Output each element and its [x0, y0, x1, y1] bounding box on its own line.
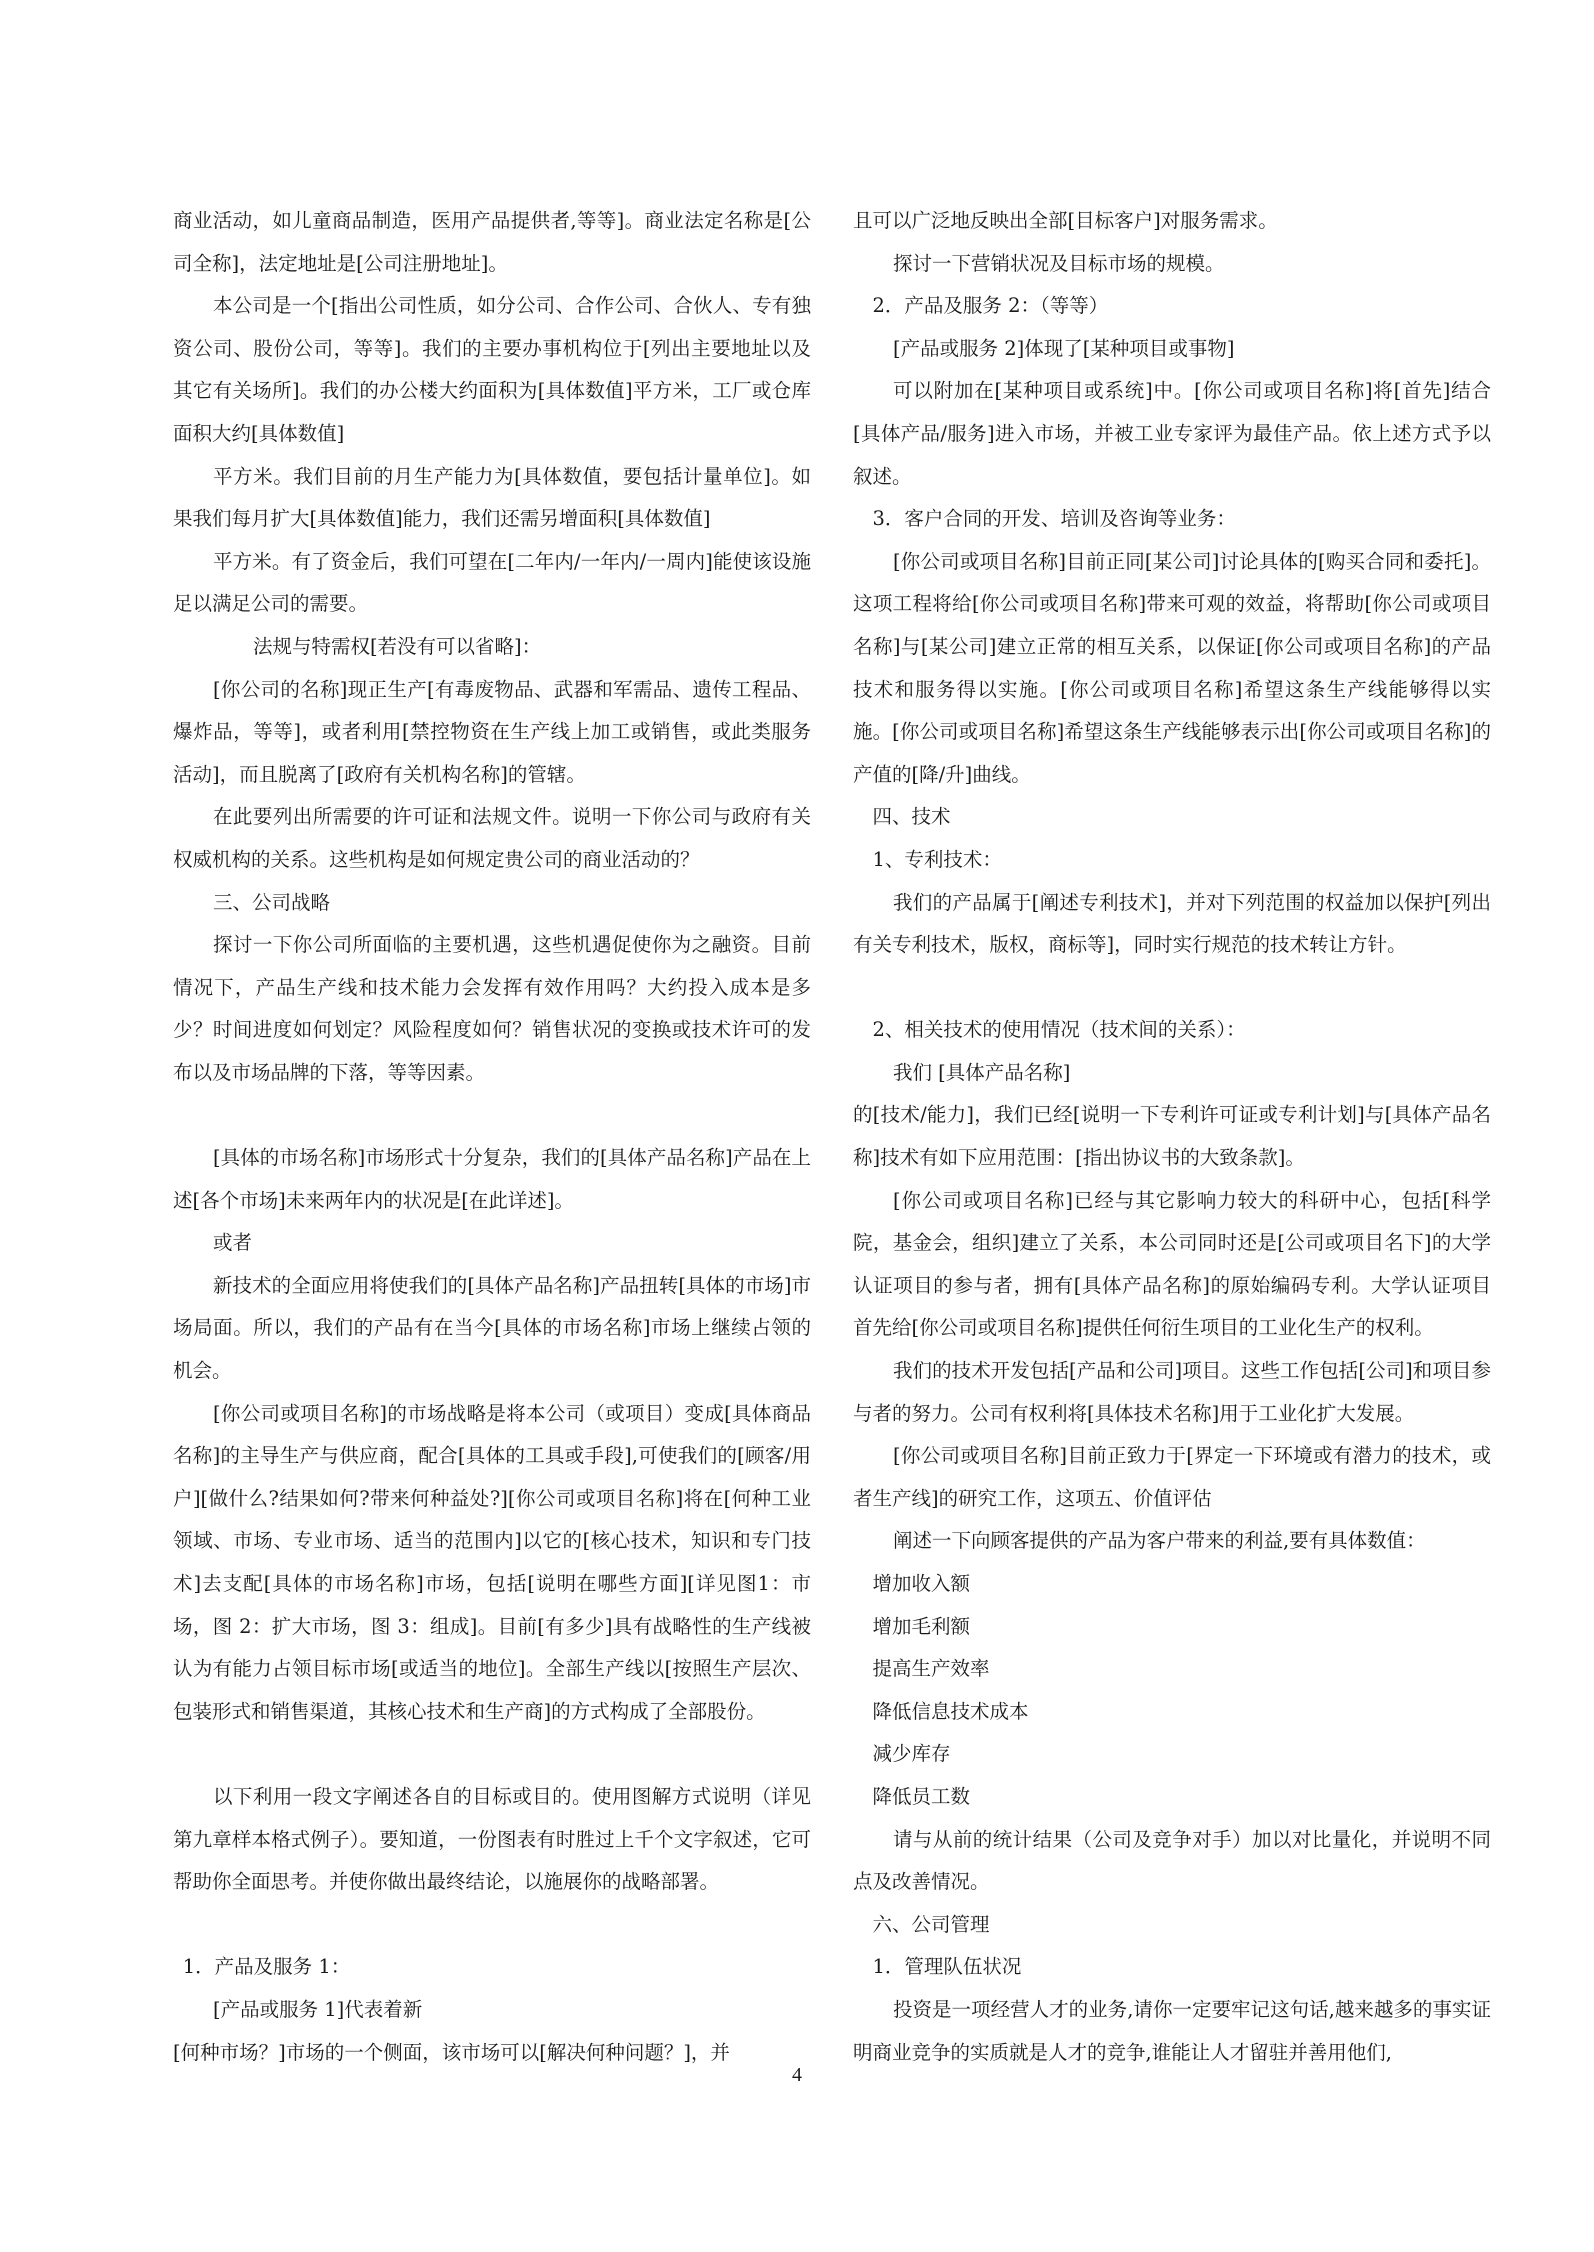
subsection-heading: 2．产品及服务 2：（等等） [872, 294, 1109, 318]
paragraph: [你公司的名称]现正生产[有毒废物品、武器和军需品、遗传工程品、爆炸品，等等]，或者利用[禁控物资在生产线上加工或销售，或此类服务活动]，而且脱离了[政府有关机构名称]的管辖。 [173, 677, 811, 786]
paragraph: 的[技术/能力]，我们已经[说明一下专利许可证或专利计划]与[具体产品名称]技术有如下应用范围：[指出协议书的大致条款]。 [853, 1103, 1491, 1170]
paragraph: 我们的技术开发包括[产品和公司]项目。这些工作包括[公司]和项目参与者的努力。公司有权利将[具体技术名称]用于工业化扩大发展。 [853, 1359, 1491, 1425]
list-item: 降低信息技术成本 [872, 1699, 1029, 1723]
paragraph: 可以附加在[某种项目或系统]中。[你公司或项目名称]将[首先]结合[具体产品/服务]进入市场，并被工业专家评为最佳产品。依上述方式予以叙述。 [853, 379, 1491, 488]
paragraph: [你公司或项目名称]目前正同[某公司]讨论具体的[购买合同和委托]。这项工程将给[你公司或项目名称]带来可观的效益，将帮助[你公司或项目名称]与[某公司]建立正常的相互关系，以保证[你公司或项目名称]的产品技术和服务得以实施。[你公司或项目名称]希望这条生产线能够得以实施。[你公司或项目名称]希望这条生产线能够表示出[你公司或项目名称]的产值的[降/升]曲线。 [853, 549, 1491, 786]
paragraph: 商业活动，如儿童商品制造，医用产品提供者,等等]。商业法定名称是[公司全称]，法定地址是[公司注册地址]。 [173, 209, 811, 275]
subsection-heading: 1．产品及服务 1： [182, 1955, 351, 1979]
subsection-heading: 2、相关技术的使用情况（技术间的关系）： [872, 1018, 1246, 1042]
paragraph: 或者 [212, 1231, 252, 1255]
list-item: 提高生产效率 [872, 1657, 990, 1681]
paragraph: 新技术的全面应用将使我们的[具体产品名称]产品扭转[具体的市场]市场局面。所以，我们的产品有在当今[具体的市场名称]市场上继续占领的机会。 [173, 1273, 811, 1383]
subsection-heading: 1、专利技术： [872, 847, 1002, 871]
paragraph: 且可以广泛地反映出全部[目标客户]对服务需求。 [853, 209, 1278, 232]
paragraph: 阐述一下向顾客提供的产品为客户带来的利益,要有具体数值： [892, 1529, 1426, 1553]
page-number: 4 [792, 2064, 802, 2086]
paragraph: 在此要列出所需要的许可证和法规文件。说明一下你公司与政府有关权威机构的关系。这些机构是如何规定贵公司的商业活动的？ [173, 805, 811, 871]
paragraph: [具体的市场名称]市场形式十分复杂，我们的[具体产品名称]产品在上述[各个市场]未来两年内的状况是[在此详述]。 [173, 1146, 811, 1212]
paragraph: [产品或服务 1]代表着新 [212, 1997, 423, 2021]
blank-line [173, 1904, 811, 1947]
right-column [853, 200, 1491, 2074]
paragraph: 我们 [具体产品名称] [892, 1060, 1071, 1084]
left-column [173, 200, 811, 2074]
paragraph: 投资是一项经营人才的业务,请你一定要牢记这句话,越来越多的事实证明商业竞争的实质就是人才的竞争,谁能让人才留驻并善用他们, [853, 1997, 1491, 2064]
subsection-heading: 3．客户合同的开发、培训及咨询等业务： [872, 507, 1236, 531]
paragraph: 平方米。有了资金后，我们可望在[二年内/一年内/一周内]能使该设施足以满足公司的需要。 [173, 549, 811, 616]
section-heading: 六、公司管理 [872, 1912, 990, 1936]
paragraph: [何种市场？]市场的一个侧面，该市场可以[解决何种问题？]，并 [173, 2040, 730, 2064]
section-heading: 三、公司战略 [212, 890, 330, 914]
list-item: 增加收入额 [872, 1572, 971, 1595]
paragraph: 探讨一下营销状况及目标市场的规模。 [892, 251, 1225, 275]
list-item: 降低员工数 [872, 1784, 971, 1808]
paragraph: 以下利用一段文字阐述各自的目标或目的。使用图解方式说明（详见第九章样本格式例子）。要知道，一份图表有时胜过上千个文字叙述，它可帮助你全面思考。并使你做出最终结论，以施展你的战略部署。 [173, 1784, 811, 1894]
paragraph: [你公司或项目名称]的市场战略是将本公司（或项目）变成[具体商品名称]的主导生产与供应商，配合[具体的工具或手段],可使我们的[顾客/用户][做什么?结果如何?带来何种益处?][你公司或项目名称]将在[何种工业领域、市场、专业市场、适当的范围内]以它的[核心技术，知识和专门技术]去支配[具体的市场名称]市场，包括[说明在哪些方面][详见图1：市场，图 2：扩大市场，图 3：组成]。目前[有多少]具有战略性的生产线被认为有能力占领目标市场[或适当的地位]。全部生产线以[按照生产层次、包装形式和销售渠道，其核心技术和生产商]的方式构成了全部股份。 [173, 1401, 811, 1723]
section-label: 法规与特需权[若没有可以省略]： [252, 634, 542, 658]
paragraph: [产品或服务 2]体现了[某种项目或事物] [892, 336, 1235, 360]
subsection-heading: 1．管理队伍状况 [872, 1955, 1022, 1979]
list-item: 增加毛利额 [872, 1614, 971, 1638]
paragraph: 探讨一下你公司所面临的主要机遇，这些机遇促使你为之融资。目前情况下，产品生产线和技术能力会发挥有效作用吗？大约投入成本是多少？时间进度如何划定？风险程度如何？销售状况的变换或技术许可的发布以及市场品牌的下落，等等因素。 [173, 933, 811, 1084]
paragraph: [你公司或项目名称]目前正致力于[界定一下环境或有潜力的技术，或者生产线]的研究工作，这项五、价值评估 [853, 1444, 1491, 1510]
paragraph: 请与从前的统计结果（公司及竞争对手）加以对比量化，并说明不同点及改善情况。 [853, 1827, 1491, 1894]
paragraph: 平方米。我们目前的月生产能力为[具体数值，要包括计量单位]。如果我们每月扩大[具体数值]能力，我们还需另增面积[具体数值] [173, 464, 811, 531]
section-heading: 四、技术 [872, 805, 951, 829]
paragraph: [你公司或项目名称]已经与其它影响力较大的科研中心，包括[科学院，基金会，组织]建立了关系，本公司同时还是[公司或项目名下]的大学认证项目的参与者，拥有[具体产品名称]的原始编码专利。大学认证项目首先给[你公司或项目名称]提供任何衍生项目的工业化生产的权利。 [853, 1188, 1491, 1340]
list-item: 减少库存 [872, 1742, 951, 1766]
blank-line [853, 967, 1491, 1010]
blank-line [173, 1094, 811, 1137]
paragraph: 我们的产品属于[阐述专利技术]，并对下列范围的权益加以保护[列出有关专利技术，版权，商标等]，同时实行规范的技术转让方针。 [853, 890, 1491, 957]
paragraph: 本公司是一个[指出公司性质，如分公司、合作公司、合伙人、专有独资公司、股份公司，等等]。我们的主要办事机构位于[列出主要地址以及其它有关场所]。我们的办公楼大约面积为[具体数值]平方米，工厂或仓库面积大约[具体数值] [173, 294, 811, 445]
blank-line [173, 1733, 811, 1776]
